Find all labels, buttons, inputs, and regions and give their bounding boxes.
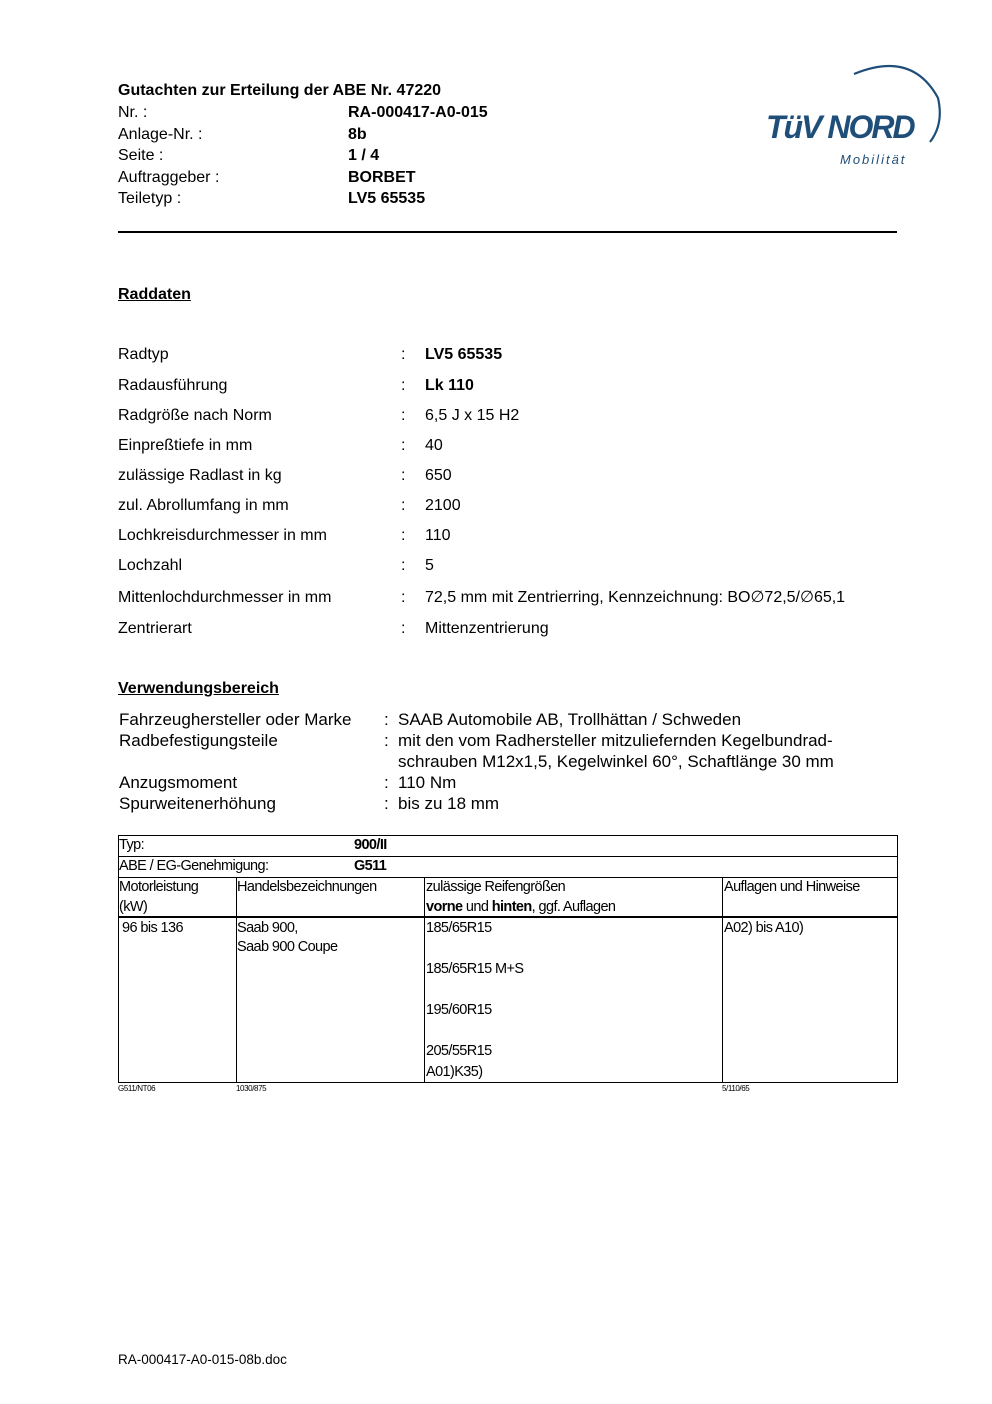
usage-value: schrauben M12x1,5, Kegelwinkel 60°, Schaftlänge 30 mm bbox=[398, 752, 834, 771]
spec-sep: : bbox=[401, 377, 406, 394]
abe-label: ABE / EG-Genehmigung: bbox=[119, 858, 269, 874]
usage-row bbox=[118, 751, 918, 772]
table-rule bbox=[722, 877, 723, 1083]
usage-sep: : bbox=[384, 794, 389, 813]
header-motorleistung-unit: (kW) bbox=[119, 899, 148, 915]
header-label: Anlage-Nr. : bbox=[118, 125, 203, 143]
verwendungsbereich-list bbox=[118, 709, 918, 814]
header-reifengroessen: zulässige Reifengrößen bbox=[426, 879, 566, 895]
spec-value: 6,5 J x 15 H2 bbox=[425, 407, 520, 424]
usage-value: 110 Nm bbox=[398, 773, 457, 792]
spec-label: Zentrierart bbox=[118, 620, 192, 637]
header-row-teiletyp bbox=[118, 188, 618, 210]
header-divider bbox=[118, 231, 897, 233]
abe-value: G511 bbox=[354, 858, 387, 874]
table-rule bbox=[118, 835, 898, 836]
header-value: RA-000417-A0-015 bbox=[348, 104, 488, 121]
spec-value: 2100 bbox=[425, 497, 461, 514]
spec-sep: : bbox=[401, 557, 406, 574]
document-title: Gutachten zur Erteilung der ABE Nr. 47220 bbox=[118, 82, 442, 99]
usage-label: Radbefestigungsteile bbox=[119, 731, 278, 750]
header-label: Teiletyp : bbox=[118, 190, 182, 207]
usage-row bbox=[118, 709, 918, 730]
header-auflagen-note: , ggf. Auflagen bbox=[531, 899, 616, 915]
spec-label: Radgröße nach Norm bbox=[118, 407, 272, 424]
spec-value: 40 bbox=[425, 437, 443, 454]
document-filename: RA-000417-A0-015-08b.doc bbox=[118, 1352, 287, 1367]
cell-auflagen: A02) bis A10) bbox=[724, 920, 804, 936]
table-footer-code: G511/NT06 bbox=[118, 1084, 156, 1093]
spec-sep: : bbox=[401, 437, 406, 454]
usage-row bbox=[118, 793, 918, 814]
header-row-auftraggeber bbox=[118, 167, 618, 189]
header-value: LV5 65535 bbox=[348, 190, 426, 207]
usage-row bbox=[118, 772, 918, 793]
header-value: 1 / 4 bbox=[348, 147, 380, 164]
header-hinten: hinten bbox=[491, 899, 532, 915]
usage-label: Anzugsmoment bbox=[119, 773, 238, 792]
spec-value: 110 bbox=[425, 527, 451, 544]
spec-label: Radausführung bbox=[118, 377, 228, 394]
typ-value: 900/II bbox=[354, 837, 387, 853]
header-vorne: vorne bbox=[426, 899, 463, 915]
spec-value: 5 bbox=[425, 557, 434, 574]
cell-handel-1: Saab 900, bbox=[237, 920, 298, 936]
logo-subtitle: Mobilität bbox=[840, 152, 907, 167]
cell-reifen-4: 205/55R15 bbox=[426, 1043, 492, 1059]
cell-handel-2: Saab 900 Coupe bbox=[237, 939, 338, 955]
header-value: BORBET bbox=[348, 168, 416, 186]
usage-sep: : bbox=[384, 710, 389, 729]
header-handelsbezeichnungen: Handelsbezeichnungen bbox=[237, 879, 377, 895]
header-motorleistung: Motorleistung bbox=[119, 879, 199, 895]
table-rule bbox=[897, 835, 898, 1083]
cell-reifen-5: A01)K35) bbox=[426, 1064, 483, 1080]
table-rule bbox=[424, 877, 425, 1083]
tuv-nord-logo bbox=[762, 58, 942, 173]
usage-value: SAAB Automobile AB, Trollhättan / Schweden bbox=[398, 710, 742, 729]
spec-sep: : bbox=[401, 407, 406, 424]
spec-sep: : bbox=[401, 497, 406, 514]
header-value: 8b bbox=[348, 125, 367, 143]
spec-sep: : bbox=[401, 620, 406, 637]
spec-value: 650 bbox=[425, 467, 452, 484]
header-label: Nr. : bbox=[118, 104, 148, 121]
spec-label: Mittenlochdurchmesser in mm bbox=[118, 589, 332, 606]
spec-label: zul. Abrollumfang in mm bbox=[118, 497, 289, 514]
usage-row bbox=[118, 730, 918, 751]
spec-label: Lochzahl bbox=[118, 557, 183, 574]
spec-value: LV5 65535 bbox=[425, 346, 503, 363]
usage-value: bis zu 18 mm bbox=[398, 794, 500, 813]
spec-sep: : bbox=[401, 589, 406, 606]
logo-brand: TüV NORD bbox=[766, 109, 914, 145]
spec-label: zulässige Radlast in kg bbox=[118, 467, 282, 484]
cell-motorleistung: 96 bis 136 bbox=[122, 920, 183, 936]
document-header bbox=[118, 80, 618, 210]
usage-value: mit den vom Radhersteller mitzuliefernden Kegelbundrad- bbox=[398, 731, 833, 750]
spec-sep: : bbox=[401, 346, 406, 363]
table-footer-code: 5/110/65 bbox=[722, 1084, 750, 1093]
table-rule bbox=[118, 1082, 898, 1083]
spec-label: Radtyp bbox=[118, 346, 169, 363]
header-reifengroessen-sub bbox=[426, 897, 615, 917]
usage-label: Fahrzeughersteller oder Marke bbox=[119, 710, 352, 729]
header-label: Seite : bbox=[118, 147, 164, 164]
table-rule bbox=[236, 877, 237, 1083]
spec-label: Einpreßtiefe in mm bbox=[118, 437, 253, 454]
cell-reifen-1: 185/65R15 bbox=[426, 920, 492, 936]
spec-value: Lk 110 bbox=[425, 377, 474, 394]
header-row-seite bbox=[118, 145, 618, 167]
spec-sep: : bbox=[401, 527, 406, 544]
header-row-anlage bbox=[118, 124, 618, 146]
spec-label: Lochkreisdurchmesser in mm bbox=[118, 527, 327, 544]
spec-sep: : bbox=[401, 467, 406, 484]
spec-value: 72,5 mm mit Zentrierring, Kennzeichnung: BO∅72,5/∅65,1 bbox=[425, 589, 846, 606]
verwendungsbereich-heading: Verwendungsbereich bbox=[118, 680, 279, 697]
raddaten-heading: Raddaten bbox=[118, 286, 191, 303]
usage-label: Spurweitenerhöhung bbox=[119, 794, 276, 813]
spec-value: Mittenzentrierung bbox=[425, 620, 549, 637]
header-und: und bbox=[462, 899, 492, 915]
usage-sep: : bbox=[384, 773, 389, 792]
typ-label: Typ: bbox=[119, 837, 144, 853]
header-label: Auftraggeber : bbox=[118, 168, 220, 186]
cell-reifen-2: 185/65R15 M+S bbox=[426, 961, 524, 977]
header-auflagen-hinweise: Auflagen und Hinweise bbox=[724, 879, 860, 895]
table-footer-code: 1030/875 bbox=[236, 1084, 267, 1093]
header-row-nr bbox=[118, 102, 618, 124]
cell-reifen-3: 195/60R15 bbox=[426, 1002, 492, 1018]
usage-sep: : bbox=[384, 731, 389, 750]
